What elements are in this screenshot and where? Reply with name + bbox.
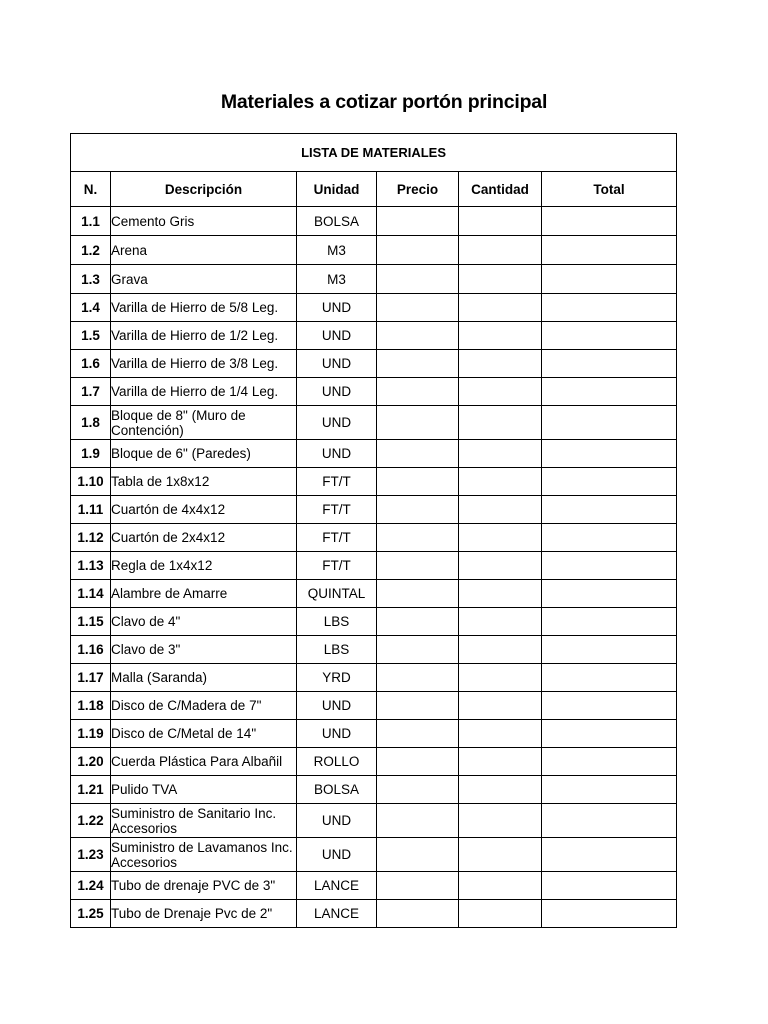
row-description: Arena xyxy=(111,236,297,265)
row-price xyxy=(377,608,459,636)
row-quantity xyxy=(459,468,542,496)
row-price xyxy=(377,804,459,838)
row-total xyxy=(542,322,677,350)
row-price xyxy=(377,378,459,406)
row-number: 1.16 xyxy=(71,636,111,664)
row-total xyxy=(542,872,677,900)
row-price xyxy=(377,580,459,608)
row-price xyxy=(377,524,459,552)
row-description: Tabla de 1x8x12 xyxy=(111,468,297,496)
row-total xyxy=(542,804,677,838)
row-quantity xyxy=(459,636,542,664)
row-description: Cuartón de 2x4x12 xyxy=(111,524,297,552)
row-unit: UND xyxy=(297,378,377,406)
row-description: Varilla de Hierro de 5/8 Leg. xyxy=(111,294,297,322)
row-number: 1.5 xyxy=(71,322,111,350)
row-quantity xyxy=(459,838,542,872)
row-description: Suministro de Lavamanos Inc. Accesorios xyxy=(111,838,297,872)
row-price xyxy=(377,552,459,580)
row-total xyxy=(542,294,677,322)
row-description: Grava xyxy=(111,265,297,294)
table-row xyxy=(71,378,677,406)
row-number: 1.15 xyxy=(71,608,111,636)
header-total: Total xyxy=(542,172,677,207)
row-quantity xyxy=(459,378,542,406)
table-row xyxy=(71,664,677,692)
row-number: 1.19 xyxy=(71,720,111,748)
row-quantity xyxy=(459,265,542,294)
row-description: Alambre de Amarre xyxy=(111,580,297,608)
row-description: Varilla de Hierro de 1/4 Leg. xyxy=(111,378,297,406)
row-quantity xyxy=(459,294,542,322)
row-number: 1.1 xyxy=(71,207,111,236)
row-unit: UND xyxy=(297,692,377,720)
row-description: Suministro de Sanitario Inc. Accesorios xyxy=(111,804,297,838)
row-description: Bloque de 8" (Muro de Contención) xyxy=(111,406,297,440)
row-number: 1.8 xyxy=(71,406,111,440)
row-number: 1.12 xyxy=(71,524,111,552)
row-total xyxy=(542,406,677,440)
row-total xyxy=(542,350,677,378)
table-row xyxy=(71,406,677,440)
row-unit: LBS xyxy=(297,636,377,664)
row-total xyxy=(542,776,677,804)
row-unit: UND xyxy=(297,804,377,838)
row-unit: FT/T xyxy=(297,496,377,524)
table-row xyxy=(71,496,677,524)
row-total xyxy=(542,664,677,692)
row-number: 1.6 xyxy=(71,350,111,378)
row-quantity xyxy=(459,872,542,900)
row-price xyxy=(377,207,459,236)
row-total xyxy=(542,552,677,580)
row-unit: M3 xyxy=(297,236,377,265)
table-row xyxy=(71,468,677,496)
table-row xyxy=(71,748,677,776)
row-description: Disco de C/Madera de 7" xyxy=(111,692,297,720)
row-price xyxy=(377,236,459,265)
row-unit: LANCE xyxy=(297,872,377,900)
row-total xyxy=(542,580,677,608)
row-price xyxy=(377,350,459,378)
row-unit: M3 xyxy=(297,265,377,294)
row-price xyxy=(377,872,459,900)
table-body xyxy=(71,207,677,928)
page-title: Materiales a cotizar portón principal xyxy=(220,91,548,113)
row-quantity xyxy=(459,406,542,440)
materials-table xyxy=(70,133,677,928)
table-row xyxy=(71,838,677,872)
row-description: Varilla de Hierro de 1/2 Leg. xyxy=(111,322,297,350)
row-total xyxy=(542,496,677,524)
row-price xyxy=(377,294,459,322)
table-row xyxy=(71,440,677,468)
row-number: 1.4 xyxy=(71,294,111,322)
row-description: Disco de C/Metal de 14" xyxy=(111,720,297,748)
table-row xyxy=(71,350,677,378)
row-price xyxy=(377,496,459,524)
row-number: 1.20 xyxy=(71,748,111,776)
table-row xyxy=(71,236,677,265)
row-price xyxy=(377,406,459,440)
row-number: 1.13 xyxy=(71,552,111,580)
row-quantity xyxy=(459,664,542,692)
row-unit: FT/T xyxy=(297,524,377,552)
table-row xyxy=(71,900,677,928)
row-description: Tubo de Drenaje Pvc de 2" xyxy=(111,900,297,928)
row-total xyxy=(542,468,677,496)
row-unit: QUINTAL xyxy=(297,580,377,608)
row-unit: BOLSA xyxy=(297,776,377,804)
table-row xyxy=(71,872,677,900)
row-unit: LBS xyxy=(297,608,377,636)
row-unit: BOLSA xyxy=(297,207,377,236)
row-unit: FT/T xyxy=(297,552,377,580)
table-row xyxy=(71,608,677,636)
row-price xyxy=(377,692,459,720)
row-quantity xyxy=(459,322,542,350)
row-number: 1.2 xyxy=(71,236,111,265)
row-description: Cemento Gris xyxy=(111,207,297,236)
header-quantity: Cantidad xyxy=(459,172,542,207)
row-unit: ROLLO xyxy=(297,748,377,776)
table-row xyxy=(71,776,677,804)
row-description: Cuerda Plástica Para Albañil xyxy=(111,748,297,776)
table-row xyxy=(71,804,677,838)
row-description: Malla (Saranda) xyxy=(111,664,297,692)
row-description: Pulido TVA xyxy=(111,776,297,804)
row-number: 1.14 xyxy=(71,580,111,608)
table-caption-row xyxy=(71,134,677,172)
row-quantity xyxy=(459,608,542,636)
row-number: 1.9 xyxy=(71,440,111,468)
row-price xyxy=(377,440,459,468)
table-row xyxy=(71,580,677,608)
row-total xyxy=(542,440,677,468)
row-quantity xyxy=(459,692,542,720)
row-description: Cuartón de 4x4x12 xyxy=(111,496,297,524)
row-number: 1.3 xyxy=(71,265,111,294)
row-number: 1.10 xyxy=(71,468,111,496)
row-unit: YRD xyxy=(297,664,377,692)
row-number: 1.23 xyxy=(71,838,111,872)
table-row xyxy=(71,692,677,720)
row-total xyxy=(542,608,677,636)
table-caption: LISTA DE MATERIALES xyxy=(71,134,677,172)
row-total xyxy=(542,236,677,265)
row-number: 1.24 xyxy=(71,872,111,900)
header-number: N. xyxy=(71,172,111,207)
row-quantity xyxy=(459,524,542,552)
row-description: Clavo de 4" xyxy=(111,608,297,636)
row-quantity xyxy=(459,207,542,236)
row-unit: UND xyxy=(297,720,377,748)
table-row xyxy=(71,322,677,350)
row-total xyxy=(542,378,677,406)
row-price xyxy=(377,776,459,804)
row-quantity xyxy=(459,804,542,838)
row-price xyxy=(377,468,459,496)
row-unit: LANCE xyxy=(297,900,377,928)
row-total xyxy=(542,265,677,294)
row-price xyxy=(377,265,459,294)
row-number: 1.22 xyxy=(71,804,111,838)
row-total xyxy=(542,838,677,872)
table-row xyxy=(71,636,677,664)
row-number: 1.18 xyxy=(71,692,111,720)
row-quantity xyxy=(459,776,542,804)
row-quantity xyxy=(459,236,542,265)
header-unit: Unidad xyxy=(297,172,377,207)
row-quantity xyxy=(459,552,542,580)
row-description: Bloque de 6" (Paredes) xyxy=(111,440,297,468)
table-row xyxy=(71,265,677,294)
row-quantity xyxy=(459,496,542,524)
row-quantity xyxy=(459,440,542,468)
row-price xyxy=(377,636,459,664)
row-price xyxy=(377,900,459,928)
row-number: 1.7 xyxy=(71,378,111,406)
table-header-row xyxy=(71,172,677,207)
header-description: Descripción xyxy=(111,172,297,207)
row-number: 1.25 xyxy=(71,900,111,928)
row-description: Tubo de drenaje PVC de 3" xyxy=(111,872,297,900)
row-total xyxy=(542,692,677,720)
row-quantity xyxy=(459,580,542,608)
row-total xyxy=(542,900,677,928)
row-unit: UND xyxy=(297,440,377,468)
table-row xyxy=(71,720,677,748)
table-row xyxy=(71,524,677,552)
row-description: Clavo de 3" xyxy=(111,636,297,664)
header-price: Precio xyxy=(377,172,459,207)
row-total xyxy=(542,720,677,748)
row-quantity xyxy=(459,900,542,928)
row-quantity xyxy=(459,748,542,776)
row-total xyxy=(542,207,677,236)
row-total xyxy=(542,524,677,552)
row-unit: UND xyxy=(297,838,377,872)
row-price xyxy=(377,838,459,872)
row-price xyxy=(377,664,459,692)
row-total xyxy=(542,748,677,776)
table-row xyxy=(71,552,677,580)
row-price xyxy=(377,720,459,748)
row-price xyxy=(377,322,459,350)
row-number: 1.17 xyxy=(71,664,111,692)
row-price xyxy=(377,748,459,776)
row-quantity xyxy=(459,350,542,378)
row-total xyxy=(542,636,677,664)
row-number: 1.11 xyxy=(71,496,111,524)
row-description: Regla de 1x4x12 xyxy=(111,552,297,580)
row-unit: UND xyxy=(297,350,377,378)
row-unit: UND xyxy=(297,322,377,350)
row-number: 1.21 xyxy=(71,776,111,804)
row-unit: UND xyxy=(297,406,377,440)
table-row xyxy=(71,207,677,236)
row-unit: UND xyxy=(297,294,377,322)
row-unit: FT/T xyxy=(297,468,377,496)
table-row xyxy=(71,294,677,322)
row-quantity xyxy=(459,720,542,748)
row-description: Varilla de Hierro de 3/8 Leg. xyxy=(111,350,297,378)
